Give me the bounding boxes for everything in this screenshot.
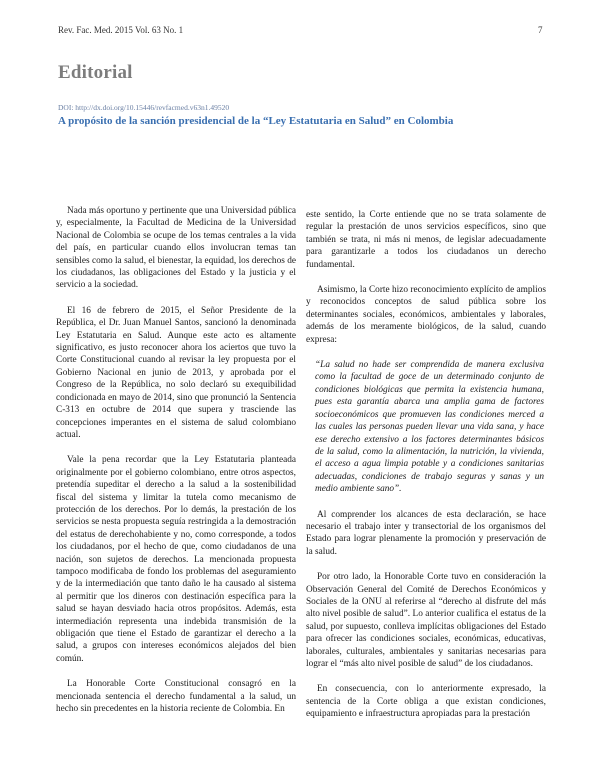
paragraph: Por otro lado, la Honorable Corte tuvo en consideración la Observación General del Comité de Derechos Económicos y Sociales de la ONU al referirse al “derecho al disfrute del más alto nivel posible de salud”. Lo anterior cualifica el estatus de la salud, por supuesto, conlleva implícitas obligaciones del Estado para ofrecer las condiciones sociales, económicas, educativas, laborales, culturales, ambientales y sanitarias necesarias para lograr el “más alto nivel posible de salud” de los ciudadanos. [306, 572, 546, 669]
doi-link[interactable]: DOI: http://dx.doi.org/10.15446/revfacmed.v63n1.49520 [58, 103, 230, 112]
paragraph: La Honorable Corte Constitucional consagró en la mencionada sentencia el derecho fundamental a la salud, un hecho sin precedentes en la historia reciente de Colombia. En [56, 679, 296, 715]
paragraph: En consecuencia, con lo anteriormente expresado, la sentencia de la Corte obliga a que existan condiciones, equipamiento e infraestructura apropiadas para la prestación [306, 684, 546, 720]
paragraph: Nada más oportuno y pertinente que una Universidad pública y, especialmente, la Facultad de Medicina de la Universidad Nacional de Colombia se ocupe de los temas centrales a la vida del país, en particular cuando ellos involucran temas tan sensibles como la salud, el bienestar, la equidad, los derechos de los ciudadanos, las obligaciones del Estado y la justicia y el servicio a la sociedad. [56, 206, 296, 291]
running-head: Rev. Fac. Med. 2015 Vol. 63 No. 1 [58, 25, 184, 35]
paragraph-continuation: este sentido, la Corte entiende que no se trata solamente de regular la prestación de unos servicios específicos, sino que también se trata, ni más ni menos, de legislar adecuadamente para garantizarle a todos los ciudadanos un derecho fundamental. [306, 210, 546, 270]
paragraph: El 16 de febrero de 2015, el Señor Presidente de la República, el Dr. Juan Manuel Santos, sancionó la denominada Ley Estatutaria en Salud. Aunque este acto es altamente significativo, es justo reconocer ahora los aciertos que tuvo la Corte Constitucional cuando al revisar la ley propuesta por el Gobierno Nacional en junio de 2013, y aprobada por el Congreso de la República, no solo declaró su exequibilidad condicionada en mayo de 2014, sino que pronunció la Sentencia C-313 en octubre de 2014 que supera y trasciende las concepciones imperantes en el sistema de salud colombiano actual. [56, 305, 296, 440]
paragraph: Asimismo, la Corte hizo reconocimiento explícito de amplios y reconocidos conceptos de salud pública sobre los determinantes sociales, económicos, ambientales y laborales, además de los meramente biológicos, de la salud, cuando expresa: [306, 285, 546, 345]
paragraph: Vale la pena recordar que la Ley Estatutaria planteada originalmente por el gobierno colombiano, entre otros aspectos, pretendía supeditar el derecho a la salud a la sostenibilidad fiscal del sistema y limitar la tutela como mecanismo de protección de los derechos. Por lo demás, la prestación de los servicios se nesta propuesta seguía restringida a la demostración del estatus de derechohabiente y no, como corresponde, a todos los ciudadanos, por el hecho de que, como ciudadanos de una nación, son sujetos de derechos. La mencionada propuesta tampoco modificaba de fondo los problemas del aseguramiento y de la intermediación que tanto daño le ha causado al sistema al permitir que los dineros con destinación específica para la salud se hayan desviado hacia otros propósitos. Además, esta intermediación representa una indebida transmisión de la obligación que tiene el Estado de garantizar el derecho a la salud, a grupos con intereses económicos alejados del bien común. [56, 455, 296, 664]
left-column [56, 205, 296, 728]
section-title: Editorial [58, 62, 133, 83]
block-quote: “La salud no hade ser comprendida de manera exclusiva como la facultad de goce de un determinado conjunto de condiciones biológicas que permita la existencia humana, pues esta garantía abarca una amplia gama de factores socioeconómicos que promueven las condiciones merced a las cuales las personas pueden llevar una vida sana, y hace ese derecho extensivo a los factores determinantes básicos de la salud, como la alimentación, la nutrición, la vivienda, el acceso a agua limpia potable y a condiciones sanitarias adecuadas, condiciones de trabajo seguras y sanas y un medio ambiente sano”. [315, 360, 544, 495]
paragraph: Al comprender los alcances de esta declaración, se hace necesario el trabajo inter y transectorial de los organismos del Estado para lograr plenamente la promoción y preservación de la salud. [306, 509, 546, 557]
article-title: A propósito de la sanción presidencial de la “Ley Estatutaria en Salud” en Colombia [58, 115, 454, 127]
page-number: 7 [538, 25, 543, 35]
right-column [306, 209, 546, 734]
